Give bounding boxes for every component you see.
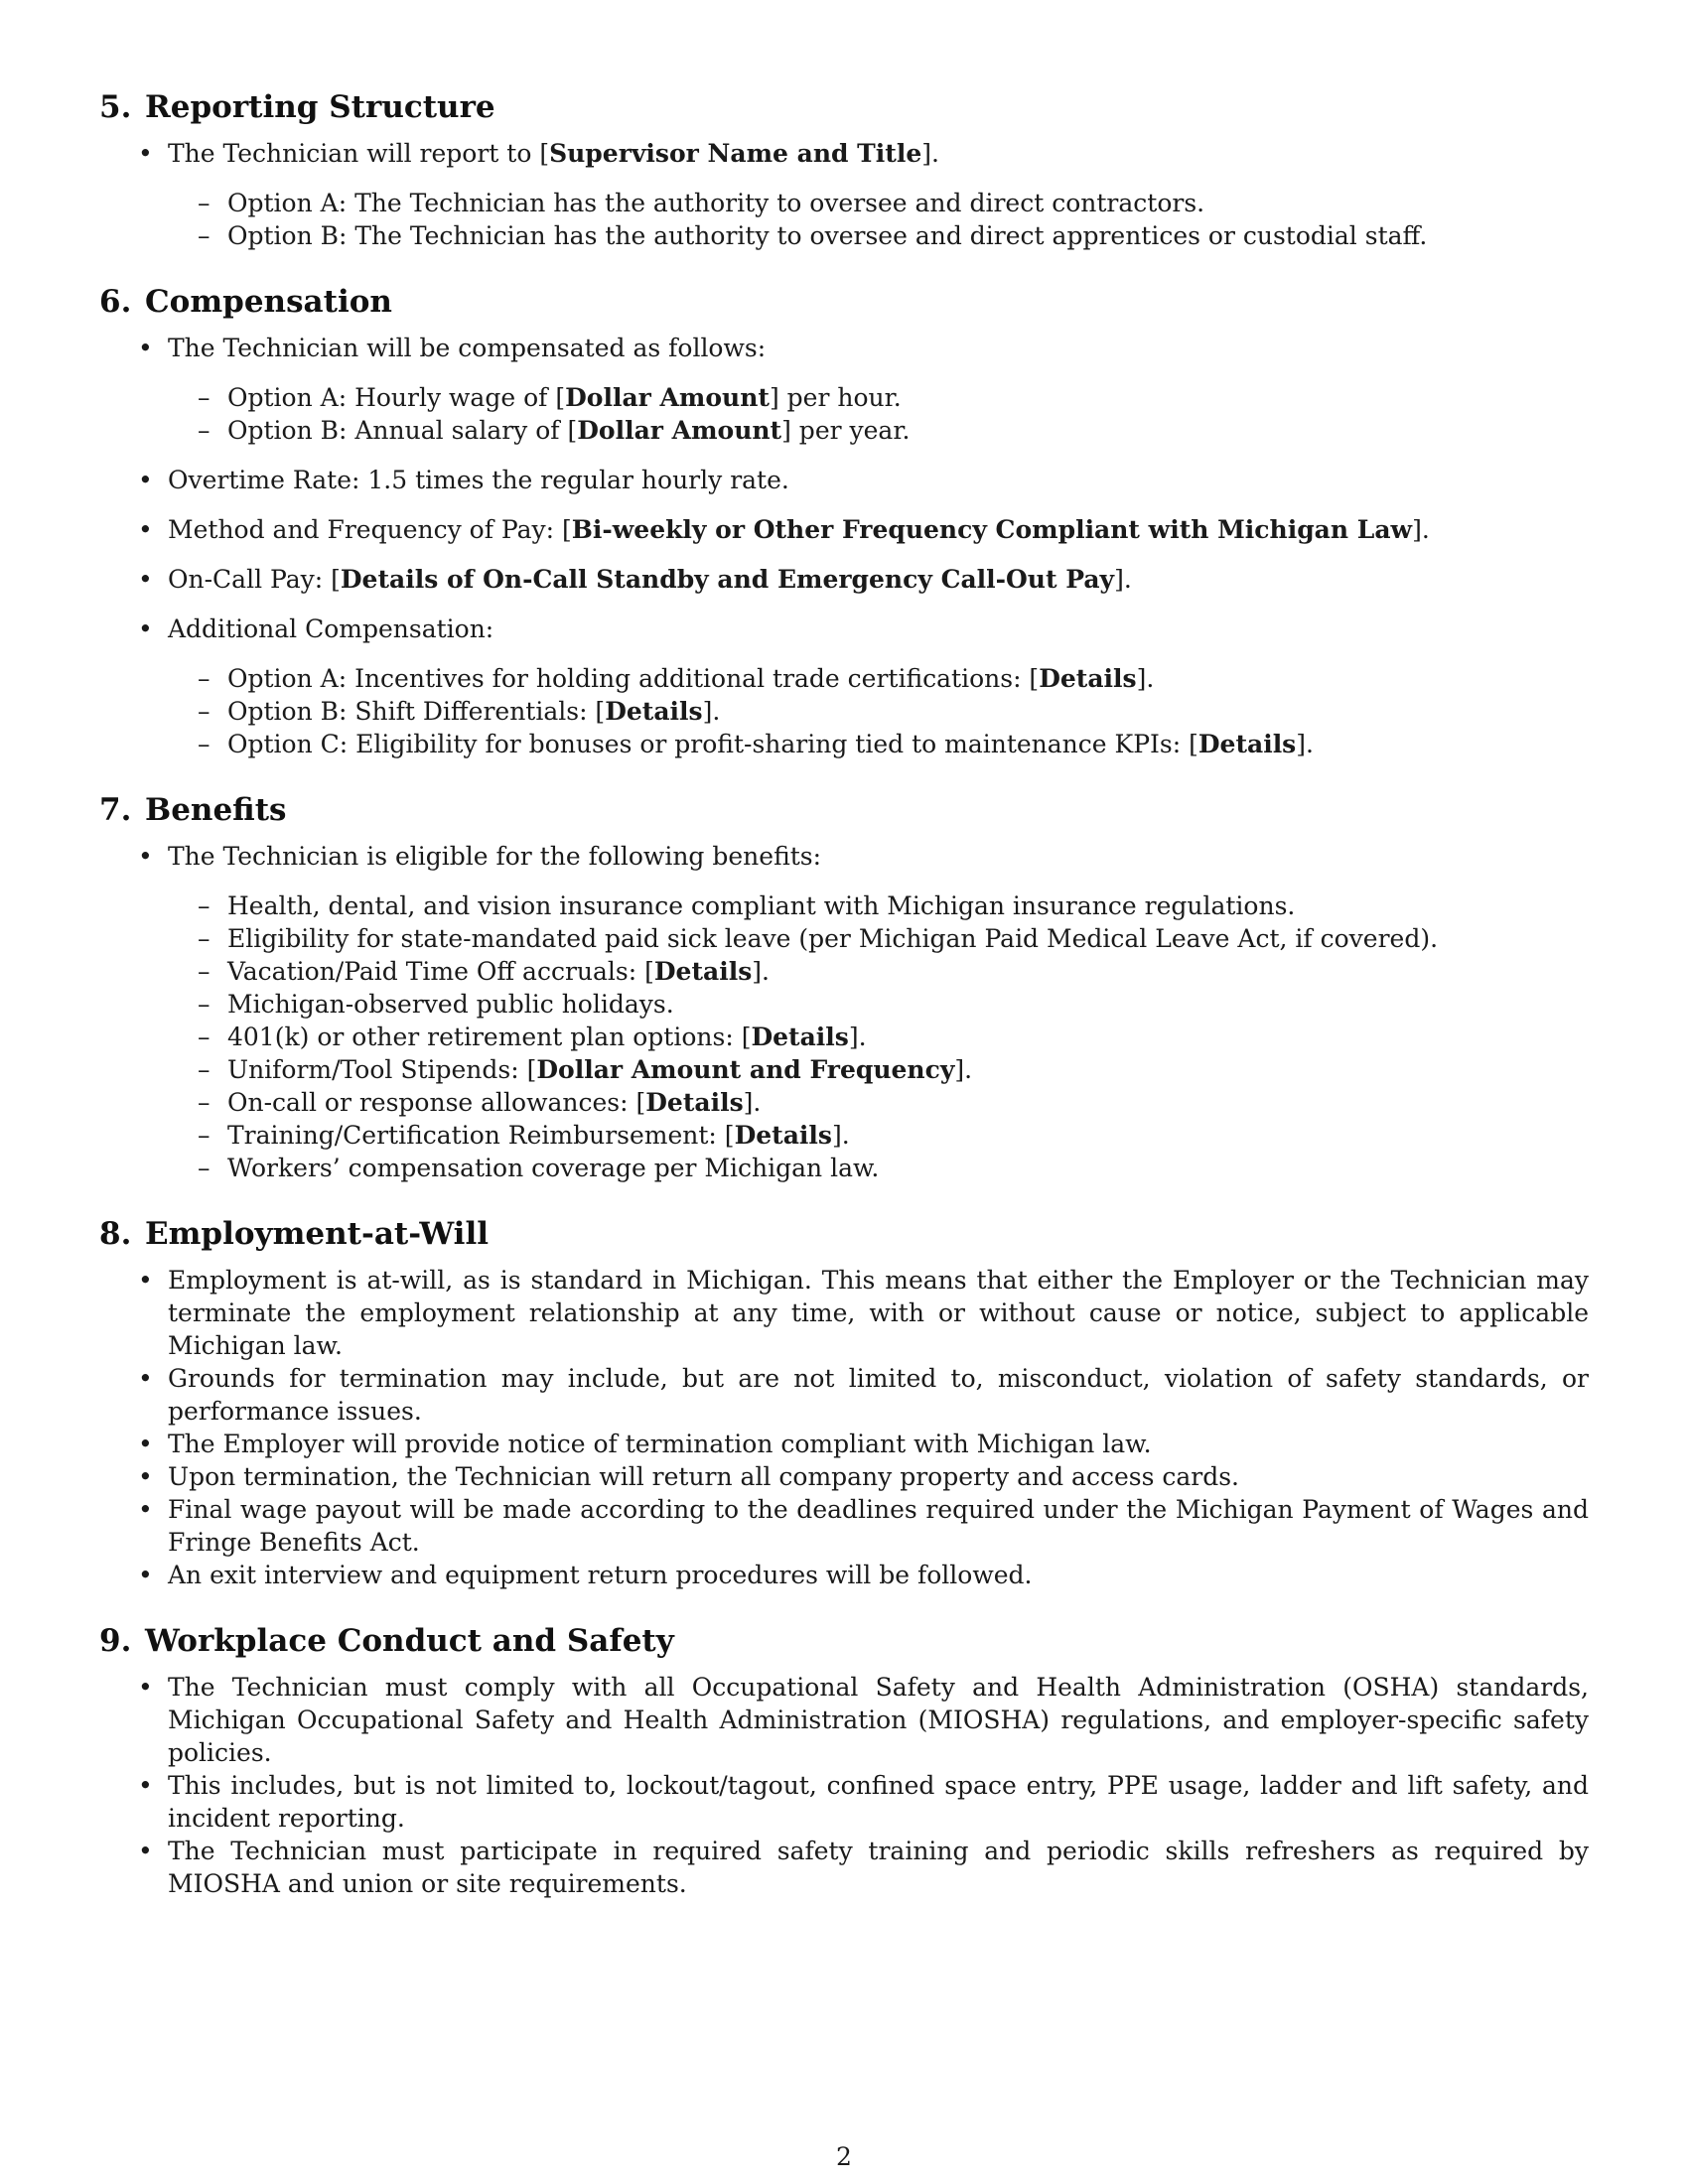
list-item: • Employment is at-will, as is standard in Michigan. This means that either the Employer or the Technician may terminate the employment relationship at any time, with or without cause or notice, subject to applicable Michigan law. (99, 1264, 1589, 1362)
list-item: • The Employer will provide notice of termination compliant with Michigan law. (99, 1428, 1589, 1460)
list-item: • Overtime Rate: 1.5 times the regular hourly rate. (99, 464, 1589, 496)
list-item: • The Technician must participate in required safety training and periodic skills refreshers as required by MIOSHA and union or site requirements. (99, 1835, 1589, 1900)
section-list (99, 840, 1589, 1184)
sub-list-item: – Option B: The Technician has the authority to oversee and direct apprentices or custodial staff. (168, 219, 1589, 252)
section-list (99, 137, 1589, 252)
page-number: 2 (836, 2142, 852, 2171)
list-item: • The Technician will be compensated as follows: – Option A: Hourly wage of [Dollar Amount] per hour. – Option B: Annual salary of [Dollar Amount] per year. (99, 332, 1589, 447)
section-list (99, 332, 1589, 760)
list-item: • Final wage payout will be made according to the deadlines required under the Michigan Payment of Wages and Fringe Benefits Act. (99, 1493, 1589, 1559)
sub-list-item: – Option A: Hourly wage of [Dollar Amount] per hour. (168, 381, 1589, 414)
sub-list-item: – 401(k) or other retirement plan options: [Details]. (168, 1021, 1589, 1053)
section-list (99, 1671, 1589, 1900)
sub-list-item: – Option B: Shift Differentials: [Details]. (168, 695, 1589, 728)
sub-list-item: – Training/Certification Reimbursement: [Details]. (168, 1119, 1589, 1152)
sub-list-item: – Workers’ compensation coverage per Michigan law. (168, 1152, 1589, 1184)
section-heading: 7. Benefits (99, 792, 287, 828)
list-item: • Grounds for termination may include, but are not limited to, misconduct, violation of safety standards, or performance issues. (99, 1362, 1589, 1428)
list-item: • The Technician is eligible for the following benefits: – Health, dental, and vision insurance compliant with Michigan insurance regulations. – Eligibility for state-mandated paid sick leave (per Michigan Paid Medical Leave Act, if covered). – Vacation/Paid Time Off accruals: [Details]. – Michigan-observed public holidays. – 401(k) or other retirement plan options: [Details]. – Uniform/Tool Stipends: [Dollar Amount and Frequency]. – On-call or response allowances: [Details]. – Training/Certification Reimbursement: [Details]. – Workers’ compensation coverage per Michigan law. (99, 840, 1589, 1184)
sub-list (168, 889, 1589, 1184)
sub-list-item: – On-call or response allowances: [Details]. (168, 1086, 1589, 1119)
list-item: • On-Call Pay: [Details of On-Call Standby and Emergency Call-Out Pay]. (99, 563, 1589, 596)
sub-list (168, 662, 1589, 760)
list-item: • An exit interview and equipment return procedures will be followed. (99, 1559, 1589, 1591)
section-heading: 9. Workplace Conduct and Safety (99, 1623, 674, 1659)
sub-list (168, 187, 1589, 252)
section-heading: 5. Reporting Structure (99, 89, 495, 125)
sub-list-item: – Eligibility for state-mandated paid sick leave (per Michigan Paid Medical Leave Act, if covered). (168, 922, 1589, 955)
sub-list-item: – Vacation/Paid Time Off accruals: [Details]. (168, 955, 1589, 988)
list-item: • The Technician must comply with all Occupational Safety and Health Administration (OSHA) standards, Michigan Occupational Safety and Health Administration (MIOSHA) regulations, and employer-specific safety policies. (99, 1671, 1589, 1769)
section-list (99, 1264, 1589, 1591)
sub-list-item: – Uniform/Tool Stipends: [Dollar Amount and Frequency]. (168, 1053, 1589, 1086)
sub-list-item: – Option C: Eligibility for bonuses or profit-sharing tied to maintenance KPIs: [Details]. (168, 728, 1589, 760)
sub-list-item: – Option A: Incentives for holding additional trade certifications: [Details]. (168, 662, 1589, 695)
section-heading: 8. Employment-at-Will (99, 1216, 489, 1252)
list-item: • Additional Compensation: – Option A: Incentives for holding additional trade certifications: [Details]. – Option B: Shift Differentials: [Details]. – Option C: Eligibility for bonuses or profit-sharing tied to maintenance KPIs: [Details]. (99, 613, 1589, 760)
section-heading: 6. Compensation (99, 284, 392, 320)
sub-list (168, 381, 1589, 447)
sub-list-item: – Option B: Annual salary of [Dollar Amount] per year. (168, 414, 1589, 447)
list-item: • Method and Frequency of Pay: [Bi-weekly or Other Frequency Compliant with Michigan Law]. (99, 513, 1589, 546)
list-item: • This includes, but is not limited to, lockout/tagout, confined space entry, PPE usage, ladder and lift safety, and incident reporting. (99, 1769, 1589, 1835)
sub-list-item: – Health, dental, and vision insurance compliant with Michigan insurance regulations. (168, 889, 1589, 922)
sub-list-item: – Option A: The Technician has the authority to oversee and direct contractors. (168, 187, 1589, 219)
document-page (99, 87, 1589, 1930)
list-item: • Upon termination, the Technician will return all company property and access cards. (99, 1460, 1589, 1493)
list-item: • The Technician will report to [Supervisor Name and Title]. – Option A: The Technician has the authority to oversee and direct contractors. – Option B: The Technician has the authority to oversee and direct apprentices or custodial staff. (99, 137, 1589, 252)
sub-list-item: – Michigan-observed public holidays. (168, 988, 1589, 1021)
